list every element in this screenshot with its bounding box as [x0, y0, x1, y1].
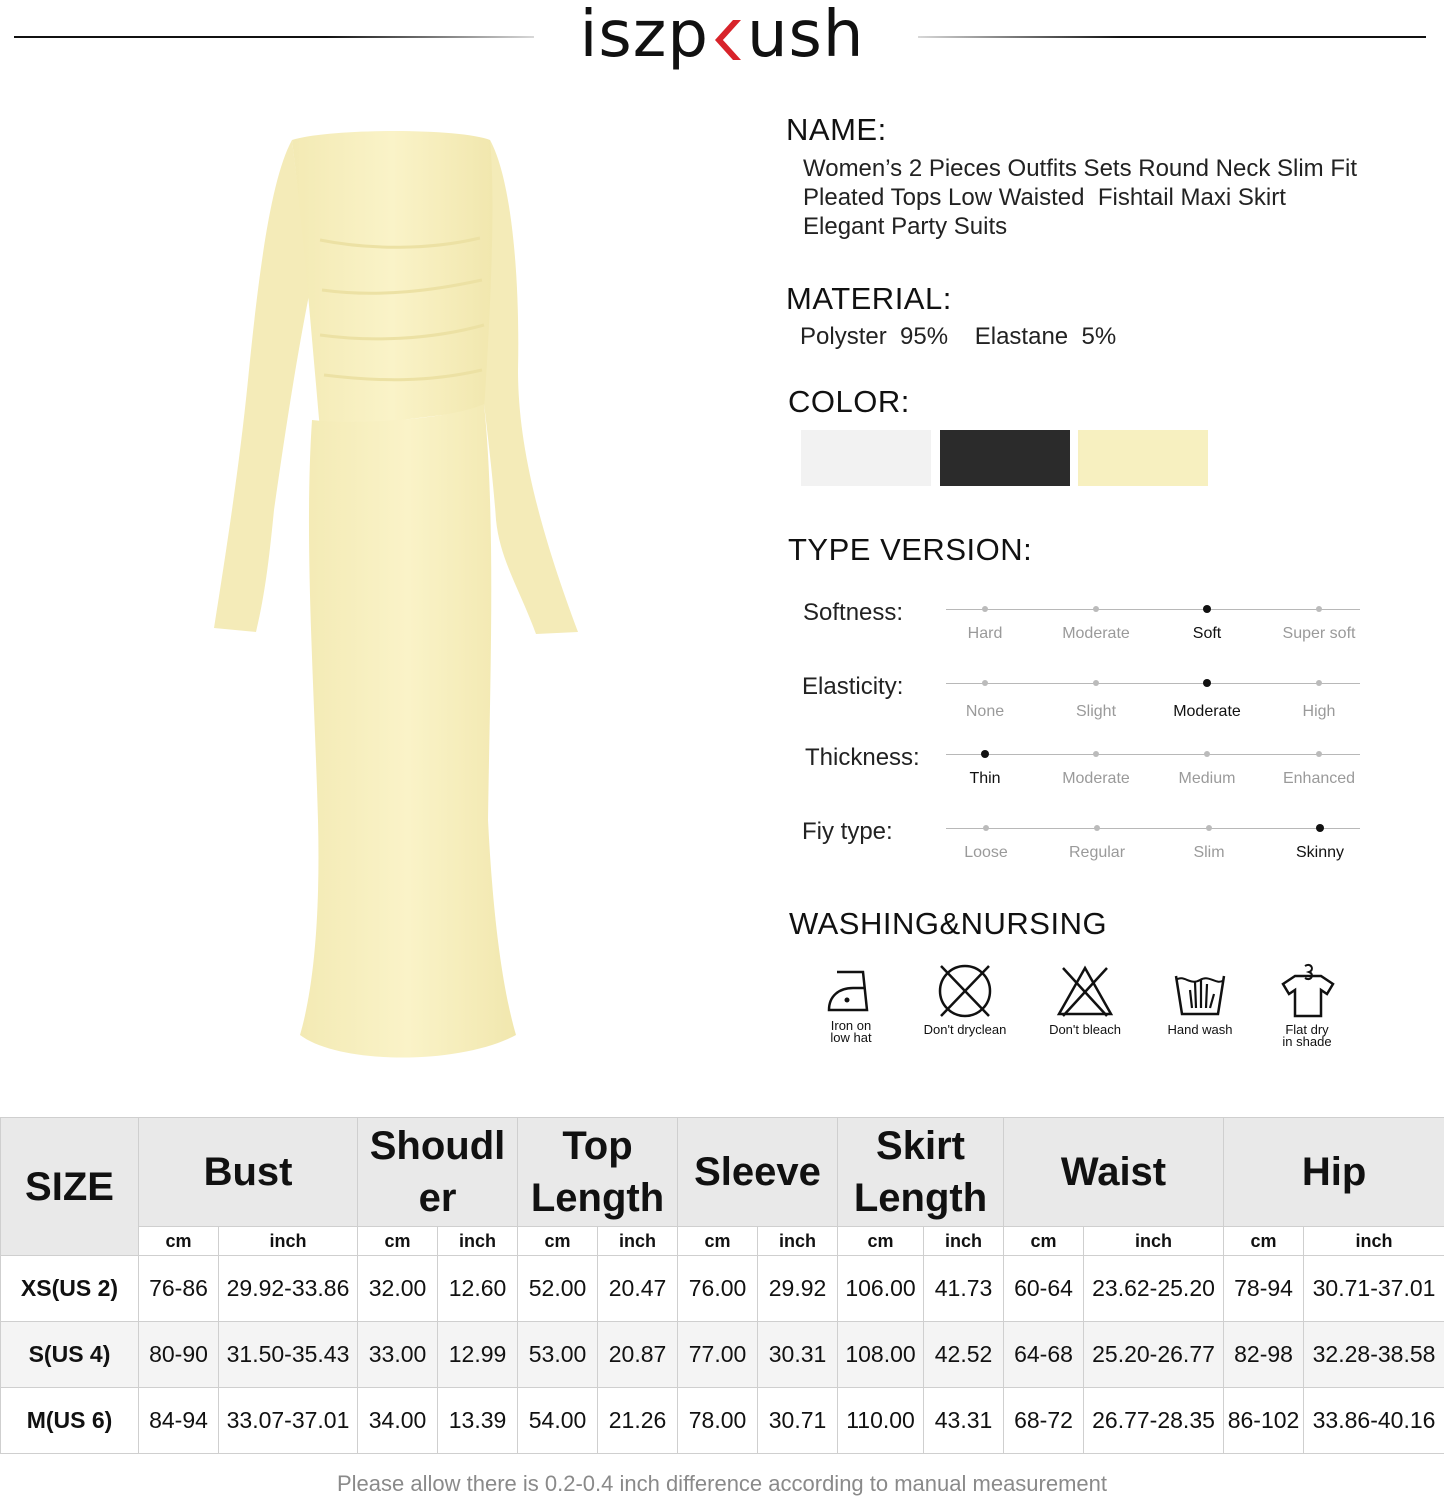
size-column-header: SIZE: [1, 1118, 139, 1256]
measurement-cell: 33.07-37.01: [219, 1388, 358, 1454]
type-version-heading: TYPE VERSION:: [788, 532, 1033, 567]
size-row: [1, 1388, 1444, 1454]
iron-icon: [823, 962, 879, 1016]
measurement-cell: 13.39: [438, 1388, 518, 1454]
measurement-cell: 64-68: [1004, 1322, 1084, 1388]
hand-wash-icon: [1170, 962, 1230, 1020]
bust-column-header: Bust: [139, 1118, 358, 1227]
top-length-column-header: Top Length: [518, 1118, 678, 1227]
scale-option: Super soft: [1282, 625, 1356, 642]
scale-option: Moderate: [1062, 625, 1130, 642]
material-composition: Polyster 95% Elastane 5%: [800, 323, 1117, 350]
washing-heading: WASHING&NURSING: [789, 906, 1108, 941]
measurement-cell: 25.20-26.77: [1084, 1322, 1224, 1388]
scale-option: Moderate: [1173, 703, 1241, 720]
unit-inch-header: inch: [219, 1227, 358, 1256]
measurement-cell: 78-94: [1224, 1256, 1304, 1322]
scale-dot: [1203, 605, 1211, 613]
measurement-cell: 43.31: [924, 1388, 1004, 1454]
measurement-cell: 80-90: [139, 1322, 219, 1388]
measurement-cell: 34.00: [358, 1388, 438, 1454]
scale-dot: [1093, 606, 1099, 612]
care-item: [796, 962, 906, 1044]
shoulder-column-header: Shoudl er: [358, 1118, 518, 1227]
skirt-length-column-header: Skirt Length: [838, 1118, 1004, 1227]
measurement-cell: 78.00: [678, 1388, 758, 1454]
scale-option: Enhanced: [1282, 770, 1356, 787]
scale-option: Slight: [1075, 703, 1117, 720]
measurement-cell: 84-94: [139, 1388, 219, 1454]
scale-track: [946, 754, 1360, 755]
care-label: Flat dry in shade: [1282, 1022, 1332, 1049]
scale-dot: [1203, 679, 1211, 687]
unit-inch-header: inch: [1304, 1227, 1444, 1256]
measurement-cell: 30.71: [758, 1388, 838, 1454]
scale-option: Slim: [1193, 844, 1225, 861]
hip-column-header: Hip: [1224, 1118, 1444, 1227]
size-label-cell: XS(US 2): [1, 1256, 139, 1322]
care-label: Don't bleach: [1049, 1022, 1121, 1037]
measurement-cell: 41.73: [924, 1256, 1004, 1322]
measurement-cell: 86-102: [1224, 1388, 1304, 1454]
scale-dot: [1093, 680, 1099, 686]
scale-option: Hard: [967, 625, 1003, 642]
size-table-header-row: [1, 1118, 1444, 1227]
measurement-cell: 68-72: [1004, 1388, 1084, 1454]
measurement-cell: 23.62-25.20: [1084, 1256, 1224, 1322]
measurement-cell: 12.99: [438, 1322, 518, 1388]
measurement-cell: 60-64: [1004, 1256, 1084, 1322]
scale-option: Regular: [1068, 844, 1126, 861]
scale-dot: [1204, 751, 1210, 757]
unit-inch-header: inch: [1084, 1227, 1224, 1256]
scale-label: Fiy type:: [802, 818, 893, 845]
measurement-cell: 106.00: [838, 1256, 924, 1322]
scale-option: None: [965, 703, 1005, 720]
logo-text-left: iszp: [579, 0, 709, 72]
measurement-cell: 20.47: [598, 1256, 678, 1322]
measurement-cell: 52.00: [518, 1256, 598, 1322]
unit-inch-header: inch: [598, 1227, 678, 1256]
measurement-cell: 108.00: [838, 1322, 924, 1388]
size-chart-table: [0, 1117, 1444, 1454]
unit-inch-header: inch: [924, 1227, 1004, 1256]
measurement-cell: 33.00: [358, 1322, 438, 1388]
scale-thickness: [786, 732, 1386, 792]
measurement-cell: 32.00: [358, 1256, 438, 1322]
scale-fit-type: [786, 806, 1386, 866]
measurement-cell: 30.71-37.01: [1304, 1256, 1444, 1322]
product-name-line: Pleated Tops Low Waisted Fishtail Maxi Skirt: [803, 184, 1286, 211]
measurement-cell: 12.60: [438, 1256, 518, 1322]
measurement-cell: 82-98: [1224, 1322, 1304, 1388]
scale-track: [946, 683, 1360, 684]
scale-option: Soft: [1192, 625, 1222, 642]
logo-chevron-icon: [711, 14, 745, 66]
color-swatch-white[interactable]: [801, 430, 931, 486]
waist-column-header: Waist: [1004, 1118, 1224, 1227]
brand-logo: [540, 0, 904, 70]
care-label: Hand wash: [1167, 1022, 1233, 1037]
scale-dot: [1094, 825, 1100, 831]
scale-elasticity: [786, 661, 1386, 721]
measurement-cell: 54.00: [518, 1388, 598, 1454]
scale-softness: [786, 587, 1386, 647]
measurement-footnote: Please allow there is 0.2-0.4 inch difference according to manual measurement: [336, 1471, 1108, 1496]
care-item: [910, 962, 1020, 1036]
measurement-cell: 42.52: [924, 1322, 1004, 1388]
measurement-cell: 29.92: [758, 1256, 838, 1322]
color-swatch-yellow[interactable]: [1078, 430, 1208, 486]
scale-option: Medium: [1178, 770, 1236, 787]
scale-label: Thickness:: [805, 744, 920, 771]
scale-option: Moderate: [1062, 770, 1130, 787]
scale-option: Thin: [969, 770, 1001, 787]
color-heading: COLOR:: [788, 384, 910, 419]
scale-option: Skinny: [1295, 844, 1345, 861]
scale-dot: [1316, 680, 1322, 686]
product-name-line: Elegant Party Suits: [803, 213, 1008, 240]
unit-cm-header: cm: [139, 1227, 219, 1256]
material-heading: MATERIAL:: [786, 281, 952, 316]
scale-track: [946, 828, 1360, 829]
size-table-unit-row: [1, 1227, 1444, 1256]
scale-dot: [1316, 824, 1324, 832]
scale-label: Elasticity:: [802, 673, 904, 700]
header-divider-right: [918, 36, 1426, 38]
unit-inch-header: inch: [758, 1227, 838, 1256]
care-item: [1252, 962, 1362, 1048]
header-divider-left: [14, 36, 534, 38]
product-name-line: Women’s 2 Pieces Outfits Sets Round Neck Slim Fit: [803, 155, 1357, 182]
unit-cm-header: cm: [1224, 1227, 1304, 1256]
unit-cm-header: cm: [678, 1227, 758, 1256]
size-label-cell: M(US 6): [1, 1388, 139, 1454]
measurement-cell: 21.26: [598, 1388, 678, 1454]
measurement-cell: 26.77-28.35: [1084, 1388, 1224, 1454]
scale-dot: [1206, 825, 1212, 831]
measurement-cell: 53.00: [518, 1322, 598, 1388]
scale-dot: [983, 825, 989, 831]
measurement-cell: 76-86: [139, 1256, 219, 1322]
care-item: [1030, 962, 1140, 1036]
no-dryclean-icon: [935, 962, 995, 1020]
care-item: [1145, 962, 1255, 1036]
size-row: [1, 1256, 1444, 1322]
unit-cm-header: cm: [838, 1227, 924, 1256]
measurement-cell: 30.31: [758, 1322, 838, 1388]
scale-option: High: [1302, 703, 1336, 720]
scale-dot: [981, 750, 989, 758]
scale-dot: [1316, 606, 1322, 612]
no-bleach-icon: [1055, 962, 1115, 1020]
measurement-cell: 77.00: [678, 1322, 758, 1388]
color-swatch-black[interactable]: [940, 430, 1070, 486]
scale-label: Softness:: [803, 599, 904, 626]
measurement-cell: 20.87: [598, 1322, 678, 1388]
scale-dot: [1316, 751, 1322, 757]
size-row: [1, 1322, 1444, 1388]
unit-cm-header: cm: [518, 1227, 598, 1256]
logo-text-right: ush: [746, 0, 865, 72]
product-name: [803, 154, 1357, 241]
scale-track: [946, 609, 1360, 610]
unit-inch-header: inch: [438, 1227, 518, 1256]
care-label: Iron on low hat: [830, 1018, 872, 1045]
size-label-cell: S(US 4): [1, 1322, 139, 1388]
measurement-cell: 33.86-40.16: [1304, 1388, 1444, 1454]
measurement-cell: 76.00: [678, 1256, 758, 1322]
measurement-cell: 29.92-33.86: [219, 1256, 358, 1322]
measurement-cell: 31.50-35.43: [219, 1322, 358, 1388]
scale-dot: [1093, 751, 1099, 757]
measurement-cell: 110.00: [838, 1388, 924, 1454]
sleeve-column-header: Sleeve: [678, 1118, 838, 1227]
unit-cm-header: cm: [358, 1227, 438, 1256]
flat-dry-icon: [1277, 962, 1337, 1020]
name-heading: NAME:: [786, 112, 887, 147]
care-label: Don't dryclean: [923, 1022, 1007, 1037]
unit-cm-header: cm: [1004, 1227, 1084, 1256]
scale-option: Loose: [964, 844, 1008, 861]
scale-dot: [982, 680, 988, 686]
product-image: [200, 120, 600, 1070]
measurement-cell: 32.28-38.58: [1304, 1322, 1444, 1388]
scale-dot: [982, 606, 988, 612]
